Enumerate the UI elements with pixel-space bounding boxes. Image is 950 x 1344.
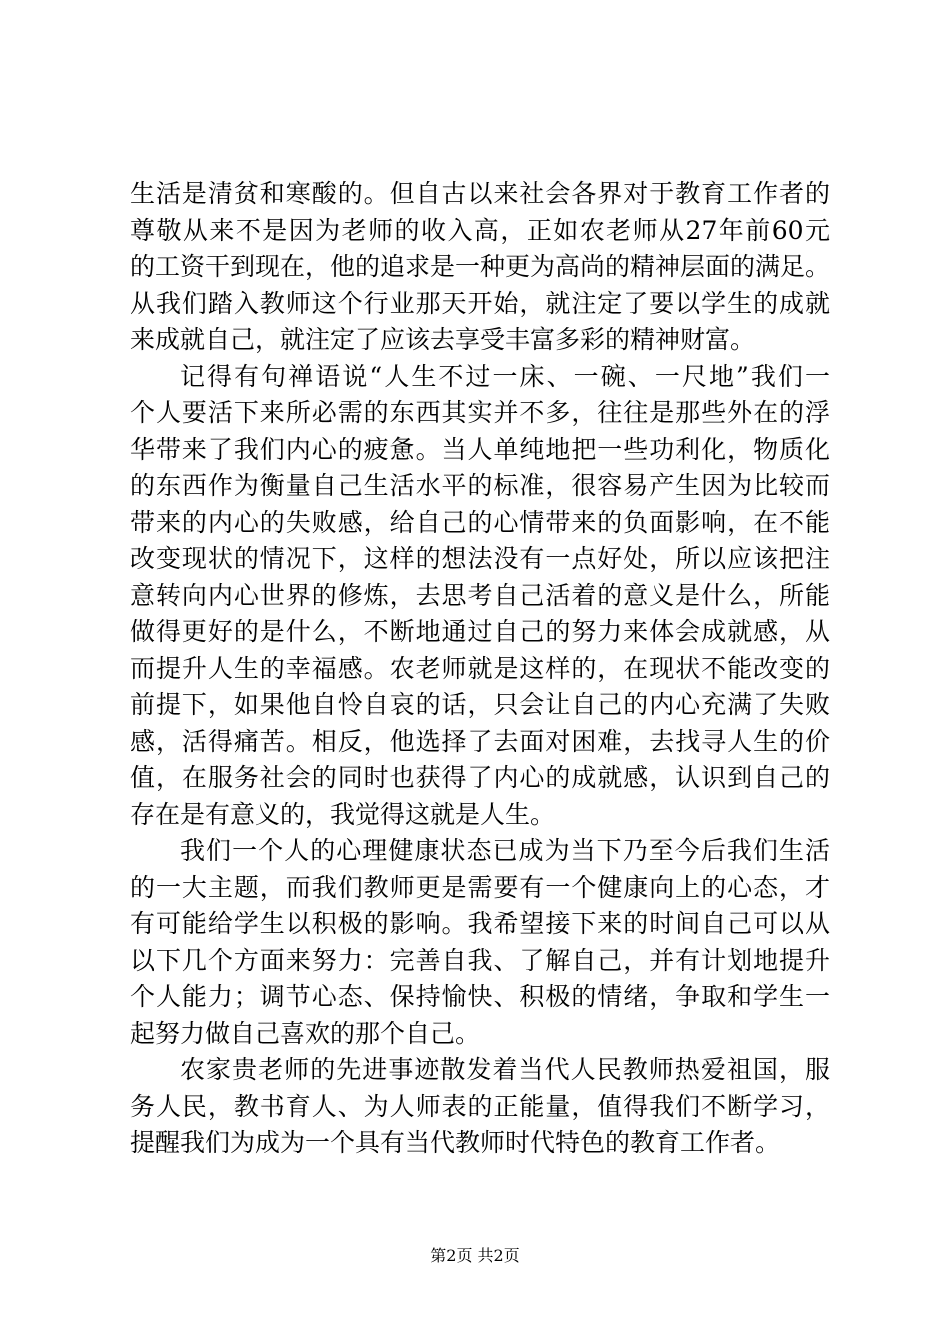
text-line: 值，在服务社会的同时也获得了内心的成就感，认识到自己的 [130, 763, 830, 792]
text-line: 个人要活下来所必需的东西其实并不多，往往是那些外在的浮 [130, 398, 830, 427]
text-line: 带来的内心的失败感，给自己的心情带来的负面影响，在不能 [130, 507, 830, 537]
text-line: 来成就自己，就注定了应该去享受丰富多彩的精神财富。 [130, 325, 756, 354]
document-body [130, 176, 830, 1162]
text-line: 意转向内心世界的修炼，去思考自己活着的意义是什么，所能 [130, 580, 830, 610]
text-line: 做得更好的是什么，不断地通过自己的努力来体会成就感，从 [130, 617, 830, 646]
text-line: 华带来了我们内心的疲惫。当人单纯地把一些功利化，物质化 [130, 434, 830, 464]
page-number-label: 第2页 共2页 [430, 1246, 520, 1265]
text-line: 记得有句禅语说“人生不过一床、一碗、一尺地”我们一 [180, 361, 830, 391]
text-line: 前提下，如果他自怜自哀的话，只会让自己的内心充满了失败 [130, 690, 830, 719]
text-line: 尊敬从来不是因为老师的收入高，正如农老师从27年前60元 [130, 215, 830, 245]
text-line: 存在是有意义的，我觉得这就是人生。 [130, 799, 556, 829]
text-line: 农家贵老师的先进事迹散发着当代人民教师热爱祖国，服 [180, 1055, 830, 1084]
text-line: 的一大主题，而我们教师更是需要有一个健康向上的心态，才 [130, 872, 830, 902]
text-line: 务人民，教书育人、为人师表的正能量，值得我们不断学习， [130, 1091, 830, 1121]
page-footer [0, 1246, 950, 1266]
text-line: 以下几个方面来努力：完善自我、了解自己，并有计划地提升 [130, 945, 830, 975]
text-line: 生活是清贫和寒酸的。但自古以来社会各界对于教育工作者的 [130, 179, 830, 208]
text-line: 感，活得痛苦。相反，他选择了去面对困难，去找寻人生的价 [130, 726, 830, 756]
text-line: 从我们踏入教师这个行业那天开始，就注定了要以学生的成就 [130, 288, 830, 318]
text-line: 有可能给学生以积极的影响。我希望接下来的时间自己可以从 [130, 909, 830, 938]
text-line: 个人能力；调节心态、保持愉快、积极的情绪，争取和学生一 [130, 982, 830, 1011]
text-line: 而提升人生的幸福感。农老师就是这样的，在现状不能改变的 [130, 653, 830, 683]
text-line: 的工资干到现在，他的追求是一种更为高尚的精神层面的满足。 [130, 252, 831, 281]
text-line: 起努力做自己喜欢的那个自己。 [130, 1018, 481, 1048]
text-line: 的东西作为衡量自己生活水平的标准，很容易产生因为比较而 [130, 471, 830, 500]
text-line: 提醒我们为成为一个具有当代教师时代特色的教育工作者。 [130, 1128, 781, 1157]
text-line: 改变现状的情况下，这样的想法没有一点好处，所以应该把注 [130, 544, 830, 573]
text-line: 我们一个人的心理健康状态已成为当下乃至今后我们生活 [180, 836, 830, 865]
